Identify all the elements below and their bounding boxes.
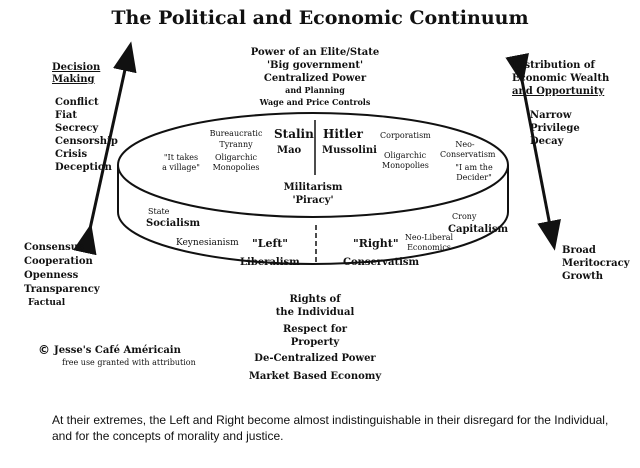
bureaucratic-label: Bureaucratic <box>209 129 263 138</box>
conservatism-label: Conservatism <box>343 257 420 268</box>
left-top-item: Conflict <box>55 97 99 108</box>
planning-label: and Planning <box>285 85 345 95</box>
crony-label: Crony <box>452 212 477 221</box>
top-heading: Power of an Elite/State <box>250 47 380 58</box>
distribution-heading-line1: Distribution of <box>512 60 595 71</box>
right-bottom-item: Broad <box>562 245 596 256</box>
right-top-item: Privilege <box>530 123 580 134</box>
respect-line2: Property <box>290 337 340 348</box>
neo-label: Neo- <box>455 140 475 149</box>
right-label: "Right" <box>353 237 399 250</box>
neoliberal-label-line1: Neo-Liberal <box>404 233 454 242</box>
credit-note: free use granted with attribution <box>62 358 196 367</box>
decider-quote-line1: "I am the <box>455 163 493 172</box>
oligarchic-left-label: Oligarchic <box>214 153 258 162</box>
left-top-item: Secrecy <box>55 123 99 134</box>
capitalism-label: Capitalism <box>448 224 509 235</box>
credit-name: Jesse's Café Américain <box>54 345 181 356</box>
left-bottom-item: Openness <box>24 270 79 281</box>
left-label: "Left" <box>252 237 289 250</box>
distribution-heading-line2: Economic Wealth <box>512 73 610 84</box>
right-top-item: Decay <box>530 136 564 147</box>
left-bottom-item: Factual <box>28 298 66 308</box>
state-label: State <box>148 207 170 216</box>
rights-line2: the Individual <box>275 307 355 318</box>
left-top-item: Fiat <box>55 110 77 121</box>
diagram-title: The Political and Economic Continuum <box>111 7 529 29</box>
distribution-heading-line3: and Opportunity <box>512 86 605 97</box>
monopolies-right-label: Monopolies <box>382 161 429 170</box>
caption-line2: and for the concepts of morality and justice. <box>52 429 284 443</box>
oligarchic-right-label: Oligarchic <box>384 151 427 160</box>
hitler-label: Hitler <box>323 127 363 141</box>
neoliberal-label-line2: Economics <box>407 243 451 252</box>
liberalism-label: Liberalism <box>240 257 300 268</box>
copyright-symbol: © <box>38 343 50 357</box>
keynesianism-label: Keynesianism <box>176 238 239 248</box>
rights-line1: Rights of <box>289 294 341 305</box>
socialism-label: Socialism <box>146 218 201 229</box>
village-quote-line2: a village" <box>162 163 200 172</box>
decentralized-power-label: De-Centralized Power <box>254 353 376 364</box>
piracy-label: 'Piracy' <box>292 195 334 206</box>
caption-line1: At their extremes, the Left and Right become almost indistinguishable in their disregard for the Individual, <box>52 413 609 427</box>
caption <box>52 412 632 444</box>
left-top-item: Crisis <box>55 149 88 160</box>
left-bottom-item: Consensus <box>24 242 84 253</box>
decision-heading-line2: Making <box>52 74 95 85</box>
market-economy-label: Market Based Economy <box>248 371 382 382</box>
militarism-label: Militarism <box>283 182 343 193</box>
decider-quote-line2: Decider" <box>456 173 492 182</box>
corporatism-label: Corporatism <box>380 131 431 140</box>
left-top-item: Deception <box>55 162 112 173</box>
neo-conservatism-label: Conservatism <box>440 150 496 159</box>
mussolini-label: Mussolini <box>322 145 377 156</box>
wage-controls-label: Wage and Price Controls <box>259 97 371 107</box>
tyranny-label: Tyranny <box>219 140 253 149</box>
village-quote-line1: "It takes <box>163 153 199 162</box>
left-bottom-item: Transparency <box>24 284 100 295</box>
left-bottom-item: Cooperation <box>24 256 93 267</box>
right-top-item: Narrow <box>530 110 572 121</box>
right-bottom-item: Growth <box>562 271 603 282</box>
mao-label: Mao <box>277 145 302 156</box>
respect-line1: Respect for <box>282 324 348 335</box>
decision-heading-line1: Decision <box>52 62 101 73</box>
centralized-power-label: Centralized Power <box>263 73 367 84</box>
big-government-label: 'Big government' <box>266 60 364 71</box>
right-bottom-item: Meritocracy <box>562 258 630 269</box>
stalin-label: Stalin <box>274 127 314 141</box>
left-top-item: Censorship <box>55 136 118 147</box>
monopolies-left-label: Monopolies <box>212 163 260 172</box>
